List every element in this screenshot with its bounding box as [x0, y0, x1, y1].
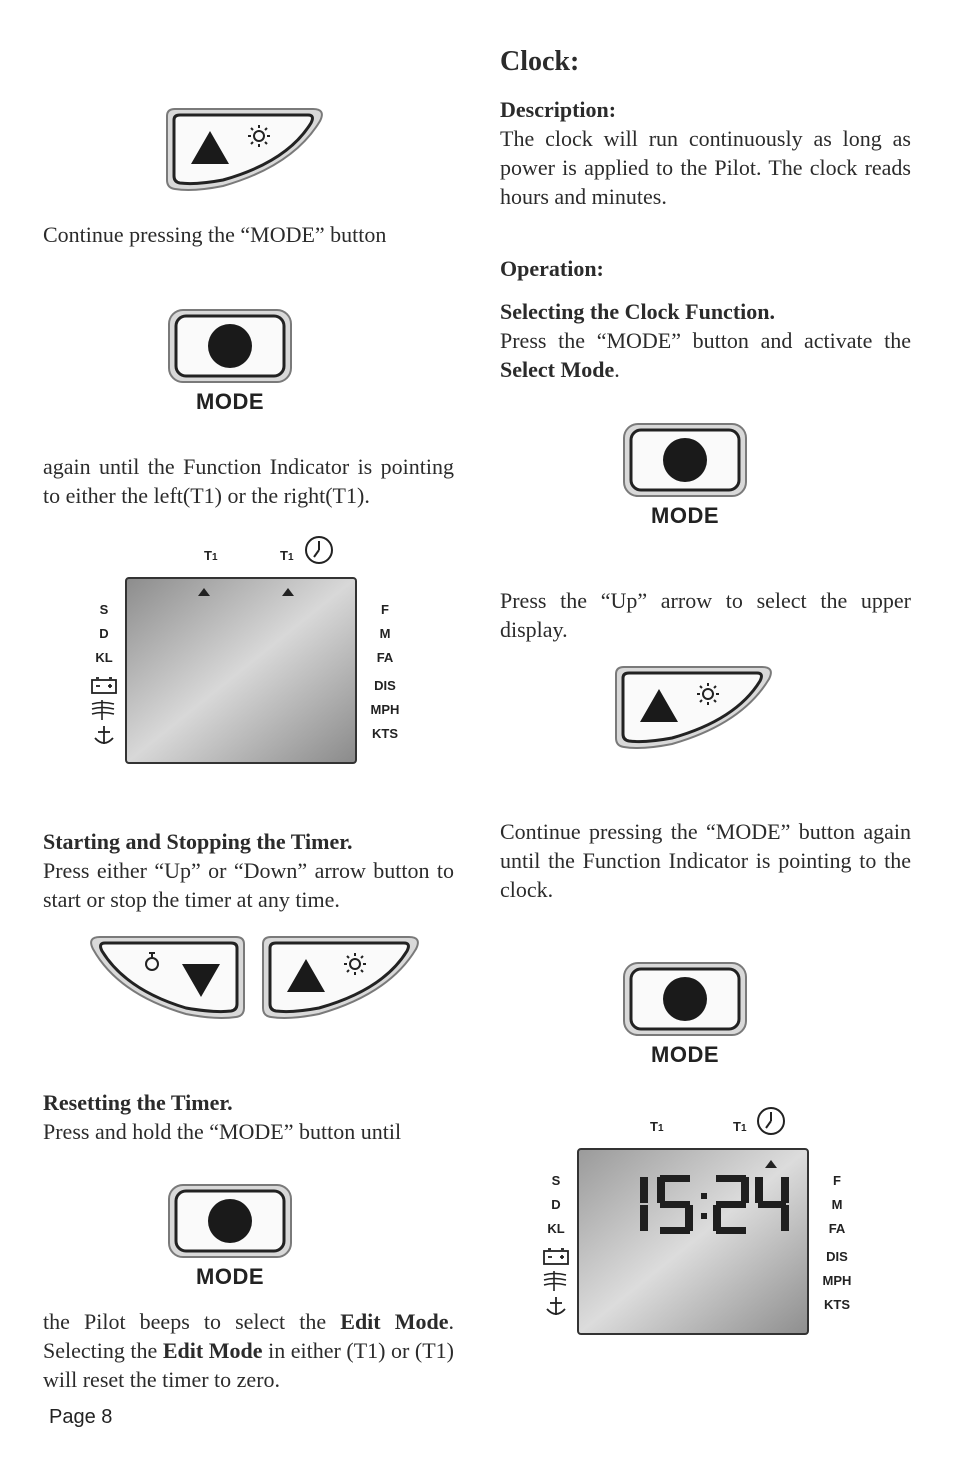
t1-left-label: T1 [204, 548, 218, 563]
t1-right-label: T1 [280, 548, 294, 563]
down-button[interactable] [86, 934, 248, 1020]
reset-text: Press and hold the “MODE” button until [43, 1119, 402, 1144]
edit-mode-text: the Pilot beeps to select the Edit Mode. Selecting the Edit Mode in either (T1) or (T1) will reset the timer to zero. [43, 1309, 454, 1392]
anchor-icon [95, 726, 113, 744]
mode-dot-icon [208, 1199, 252, 1243]
description-heading: Description: [500, 97, 617, 122]
up-button[interactable] [612, 664, 777, 750]
section-title: Clock: [500, 46, 580, 77]
mode-label: MODE [196, 389, 264, 414]
svg-text:S: S [99, 602, 109, 617]
select-text: Press the “MODE” button and activate the Select Mode. [500, 328, 911, 382]
svg-text:D: D [551, 1197, 561, 1212]
mode-button[interactable] [622, 961, 748, 1065]
wind-icon [544, 1271, 566, 1291]
reset-heading: Resetting the Timer. [43, 1090, 233, 1115]
mode-button[interactable] [167, 1183, 293, 1287]
select-heading: Selecting the Clock Function. [500, 299, 775, 324]
t1-left-label: T1 [650, 1119, 664, 1134]
svg-text:FA: FA [376, 650, 394, 665]
clock-icon [758, 1108, 784, 1134]
wind-icon [92, 700, 114, 720]
svg-text:KTS: KTS [372, 726, 398, 741]
svg-text:S: S [551, 1173, 561, 1188]
clock-icon [306, 537, 332, 563]
mode-button[interactable] [167, 308, 293, 412]
svg-text:M: M [831, 1197, 843, 1212]
anchor-icon [547, 1297, 565, 1315]
continue-clock-text: Continue pressing the “MODE” button again until the Function Indicator is pointing to the clock. [500, 819, 911, 902]
svg-text:FA: FA [828, 1221, 846, 1236]
up-button[interactable] [163, 106, 328, 192]
svg-text:F: F [833, 1173, 841, 1188]
again-text: again until the Function Indicator is pointing to either the left(T1) or the right(T1). [43, 454, 454, 508]
svg-text:F: F [381, 602, 389, 617]
mode-label: MODE [196, 1264, 264, 1289]
svg-text:MPH: MPH [822, 1273, 852, 1288]
svg-text:MPH: MPH [370, 702, 400, 717]
continue-text: Continue pressing the “MODE” button [43, 222, 387, 247]
page-number: Page 8 [49, 1406, 113, 1428]
mode-dot-icon [663, 977, 707, 1021]
lcd-display-blank [88, 532, 408, 770]
mode-dot-icon [663, 438, 707, 482]
svg-text:KL: KL [547, 1221, 565, 1236]
operation-heading: Operation: [500, 256, 604, 281]
t1-right-label: T1 [733, 1119, 747, 1134]
timer-heading: Starting and Stopping the Timer. [43, 829, 353, 854]
lcd-display-clock [540, 1103, 860, 1341]
mode-label: MODE [651, 503, 719, 528]
svg-text:KL: KL [95, 650, 113, 665]
mode-label: MODE [651, 1042, 719, 1067]
svg-text:DIS: DIS [826, 1249, 848, 1264]
svg-text:KTS: KTS [824, 1297, 850, 1312]
svg-text:D: D [99, 626, 109, 641]
description-text: The clock will run continuously as long as power is applied to the Pilot. The clock reads hours and minutes. [500, 126, 911, 209]
up-arrow-text: Press the “Up” arrow to select the upper display. [500, 588, 911, 642]
timer-text: Press either “Up” or “Down” arrow button to start or stop the timer at any time. [43, 858, 454, 912]
battery-icon [544, 1249, 568, 1264]
svg-text:DIS: DIS [374, 678, 396, 693]
mode-dot-icon [208, 324, 252, 368]
up-button[interactable] [259, 934, 424, 1020]
battery-icon [92, 678, 116, 693]
mode-button[interactable] [622, 422, 748, 526]
svg-text:M: M [379, 626, 391, 641]
